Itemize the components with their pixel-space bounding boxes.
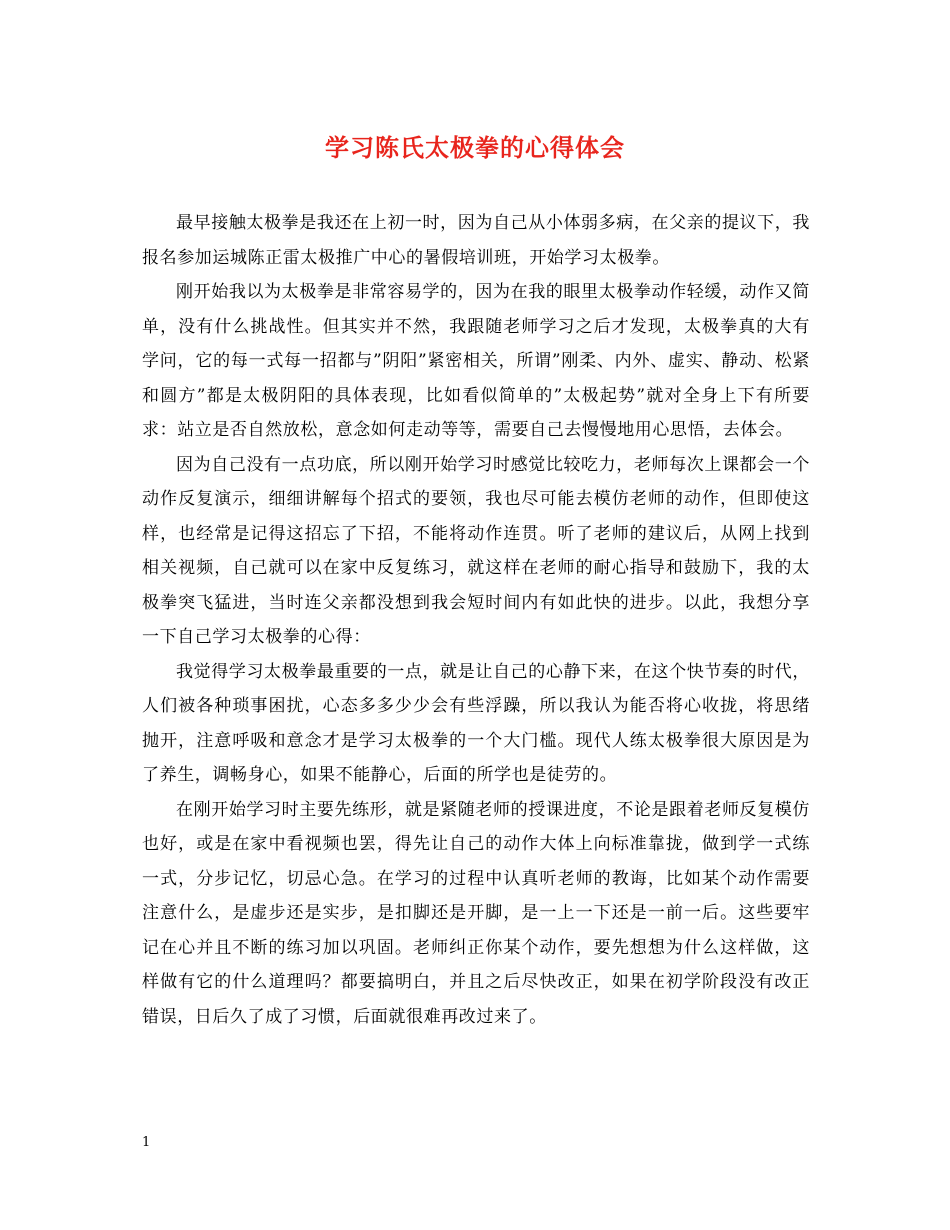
paragraph-5: 在刚开始学习时主要先练形，就是紧随老师的授课进度，不论是跟着老师反复模仿也好，或是在家中看视频也罢，得先让自己的动作大体上向标准靠拢，做到学一式练一式，分步记忆，切忌心急。在学习的过程中认真听老师的教诲，比如某个动作需要注意什么，是虚步还是实步，是扣脚还是开脚，是一上一下还是一前一后。这些要牢记在心并且不断的练习加以巩固。老师纠正你某个动作，要先想想为什么这样做，这样做有它的什么道理吗？都要搞明白，并且之后尽快改正，如果在初学阶段没有改正错误，日后久了成了习惯，后面就很难再改过来了。	[142, 799, 810, 1027]
paragraph-4: 我觉得学习太极拳最重要的一点，就是让自己的心静下来，在这个快节奏的时代，人们被各种琐事困扰，心态多多少少会有些浮躁，所以我认为能否将心收拢，将思绪抛开，注意呼吸和意念才是学习太极拳的一个大门槛。现代人练太极拳很大原因是为了养生，调畅身心，如果不能静心，后面的所学也是徒劳的。	[142, 661, 810, 785]
paragraph-2: 刚开始我以为太极拳是非常容易学的，因为在我的眼里太极拳动作轻缓，动作又简单，没有什么挑战性。但其实并不然，我跟随老师学习之后才发现，太极拳真的大有学问，它的每一式每一招都与”阴阳”紧密相关，所谓”刚柔、内外、虚实、静动、松紧和圆方”都是太极阴阳的具体表现，比如看似简单的”太极起势”就对全身上下有所要求：站立是否自然放松，意念如何走动等等，需要自己去慢慢地用心思悟，去体会。	[142, 282, 810, 440]
paragraph-3: 因为自己没有一点功底，所以刚开始学习时感觉比较吃力，老师每次上课都会一个动作反复演示，细细讲解每个招式的要领，我也尽可能去模仿老师的动作，但即使这样，也经常是记得这招忘了下招，不能将动作连贯。听了老师的建议后，从网上找到相关视频，自己就可以在家中反复练习，就这样在老师的耐心指导和鼓励下，我的太极拳突飞猛进，当时连父亲都没想到我会短时间内有如此快的进步。以此，我想分享一下自己学习太极拳的心得：	[142, 454, 810, 647]
document-body	[142, 206, 810, 1034]
document-title: 学习陈氏太极拳的心得体会	[325, 133, 625, 162]
page-number: 1	[142, 1135, 151, 1150]
paragraph-1: 最早接触太极拳是我还在上初一时，因为自己从小体弱多病，在父亲的提议下，我报名参加运城陈正雷太极推广中心的暑假培训班，开始学习太极拳。	[142, 213, 810, 268]
